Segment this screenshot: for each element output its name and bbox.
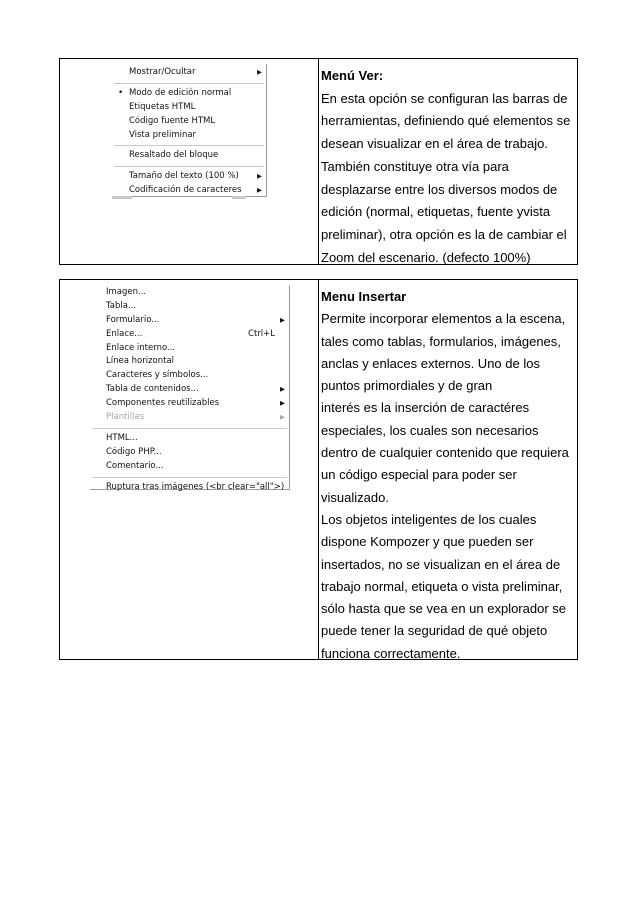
menu-item-mostrar-ocultar: Mostrar/Ocultar ▶ [112,66,266,80]
section-title: Menú Ver: [321,68,384,83]
description-line: Los objetos inteligentes de los cuales [321,511,537,527]
description-cell [319,280,577,665]
description-line: Zoom del escenario. (defecto 100%) [321,249,531,265]
shortcut-label: Ctrl+L [248,328,275,339]
description-line: puntos primordiales y de gran [321,378,493,394]
description-line: trabajo normal, etiqueta o vista preliminar, [321,578,563,594]
description-line: desean visualizar en el área de trabajo. [321,136,548,152]
menu-item-modo-normal: • Modo de edición normal [112,87,266,101]
menu-item-etiquetas-html: Etiquetas HTML [129,101,196,112]
menu-item-comentario: Comentario... [106,460,164,471]
submenu-arrow-icon: ▶ [257,186,262,195]
description-line: insertados, no se visualizan en el área de [321,556,561,572]
menu-item-plantillas: Plantillas ▶ [90,411,289,425]
menu-item-linea-horizontal: Línea horizontal [106,356,175,367]
description-line: especiales, los cuales son necesarios [321,422,539,438]
menu-item-formulario: Formulario... ▶ [90,314,289,328]
description-line: Permite incorporar elementos a la escena, [321,311,566,327]
description-line: edición (normal, etiquetas, fuente yvista [321,204,551,220]
menu-item-codificacion: Codificación de caracteres ▶ [112,184,266,198]
menu-item-tabla: Tabla... [106,300,137,311]
view-menu-screenshot [112,64,267,197]
menu-item-ruptura: Ruptura tras imágenes (<br clear="all">) [106,481,285,492]
window-fragment [232,196,246,199]
description-line: un código especial para poder ser [321,467,517,483]
menu-separator [114,166,264,167]
menu-item-codigo-php: Código PHP... [106,446,162,457]
section-title: Menu Insertar [321,289,407,304]
menu-separator [92,428,287,429]
menu-separator [114,83,264,84]
submenu-arrow-icon: ▶ [257,68,262,76]
description-cell [319,59,577,269]
submenu-arrow-icon: ▶ [280,385,285,394]
submenu-arrow-icon: ▶ [280,413,285,422]
description-line: interés es la inserción de caractéres [321,400,530,416]
cropped-underlying-window [112,196,266,204]
menu-item-caracteres: Caracteres y símbolos... [106,370,209,381]
window-fragment [112,196,132,199]
description-line: funciona correctamente. [321,645,461,661]
description-line: También constituye otra vía para [321,158,509,174]
description-line: herramientas, definiendo qué elementos se [321,113,571,129]
description-line: tales como tablas, formularios, imágenes, [321,333,561,349]
description-line: dentro de cualquier contenido que requiera [321,445,569,461]
description-line: sólo hasta que se vea en un explorador se [321,601,567,617]
description-line: dispone Kompozer y que pueden ser [321,534,534,550]
submenu-arrow-icon: ▶ [280,315,285,324]
menu-separator [114,145,264,146]
menu-item-enlace: Enlace... Ctrl+L [90,328,289,342]
menu-item-vista-preliminar: Vista preliminar [129,129,197,140]
menu-item-html: HTML... [106,432,138,443]
menu-item-codigo-fuente: Código fuente HTML [129,115,216,126]
menu-item-enlace-interno: Enlace interno... [106,342,176,353]
selected-bullet-icon: • [118,87,124,98]
submenu-arrow-icon: ▶ [280,399,285,408]
description-line: anclas y enlaces externos. Uno de los [321,355,540,371]
menu-item-resaltado-bloque: Resaltado del bloque [129,150,219,161]
description-line: desplazarse entre los diversos modos de [321,181,558,197]
menu-item-imagen: Imagen... [106,287,147,297]
menu-item-tamano-texto: Tamaño del texto (100 %) ▶ [112,170,266,184]
description-line: visualizado. [321,489,389,505]
menu-item-componentes: Componentes reutilizables ▶ [90,397,289,411]
menu-separator [92,477,287,478]
description-line: preliminar), otra opción es la de cambiar el [321,226,567,242]
submenu-arrow-icon: ▶ [257,172,262,181]
menu-item-tabla-contenidos: Tabla de contenidos... ▶ [90,383,289,397]
description-line: En esta opción se configuran las barras de [321,90,568,106]
description-line: puede tener la seguridad de qué objeto [321,623,548,639]
insert-menu-screenshot [90,285,290,490]
